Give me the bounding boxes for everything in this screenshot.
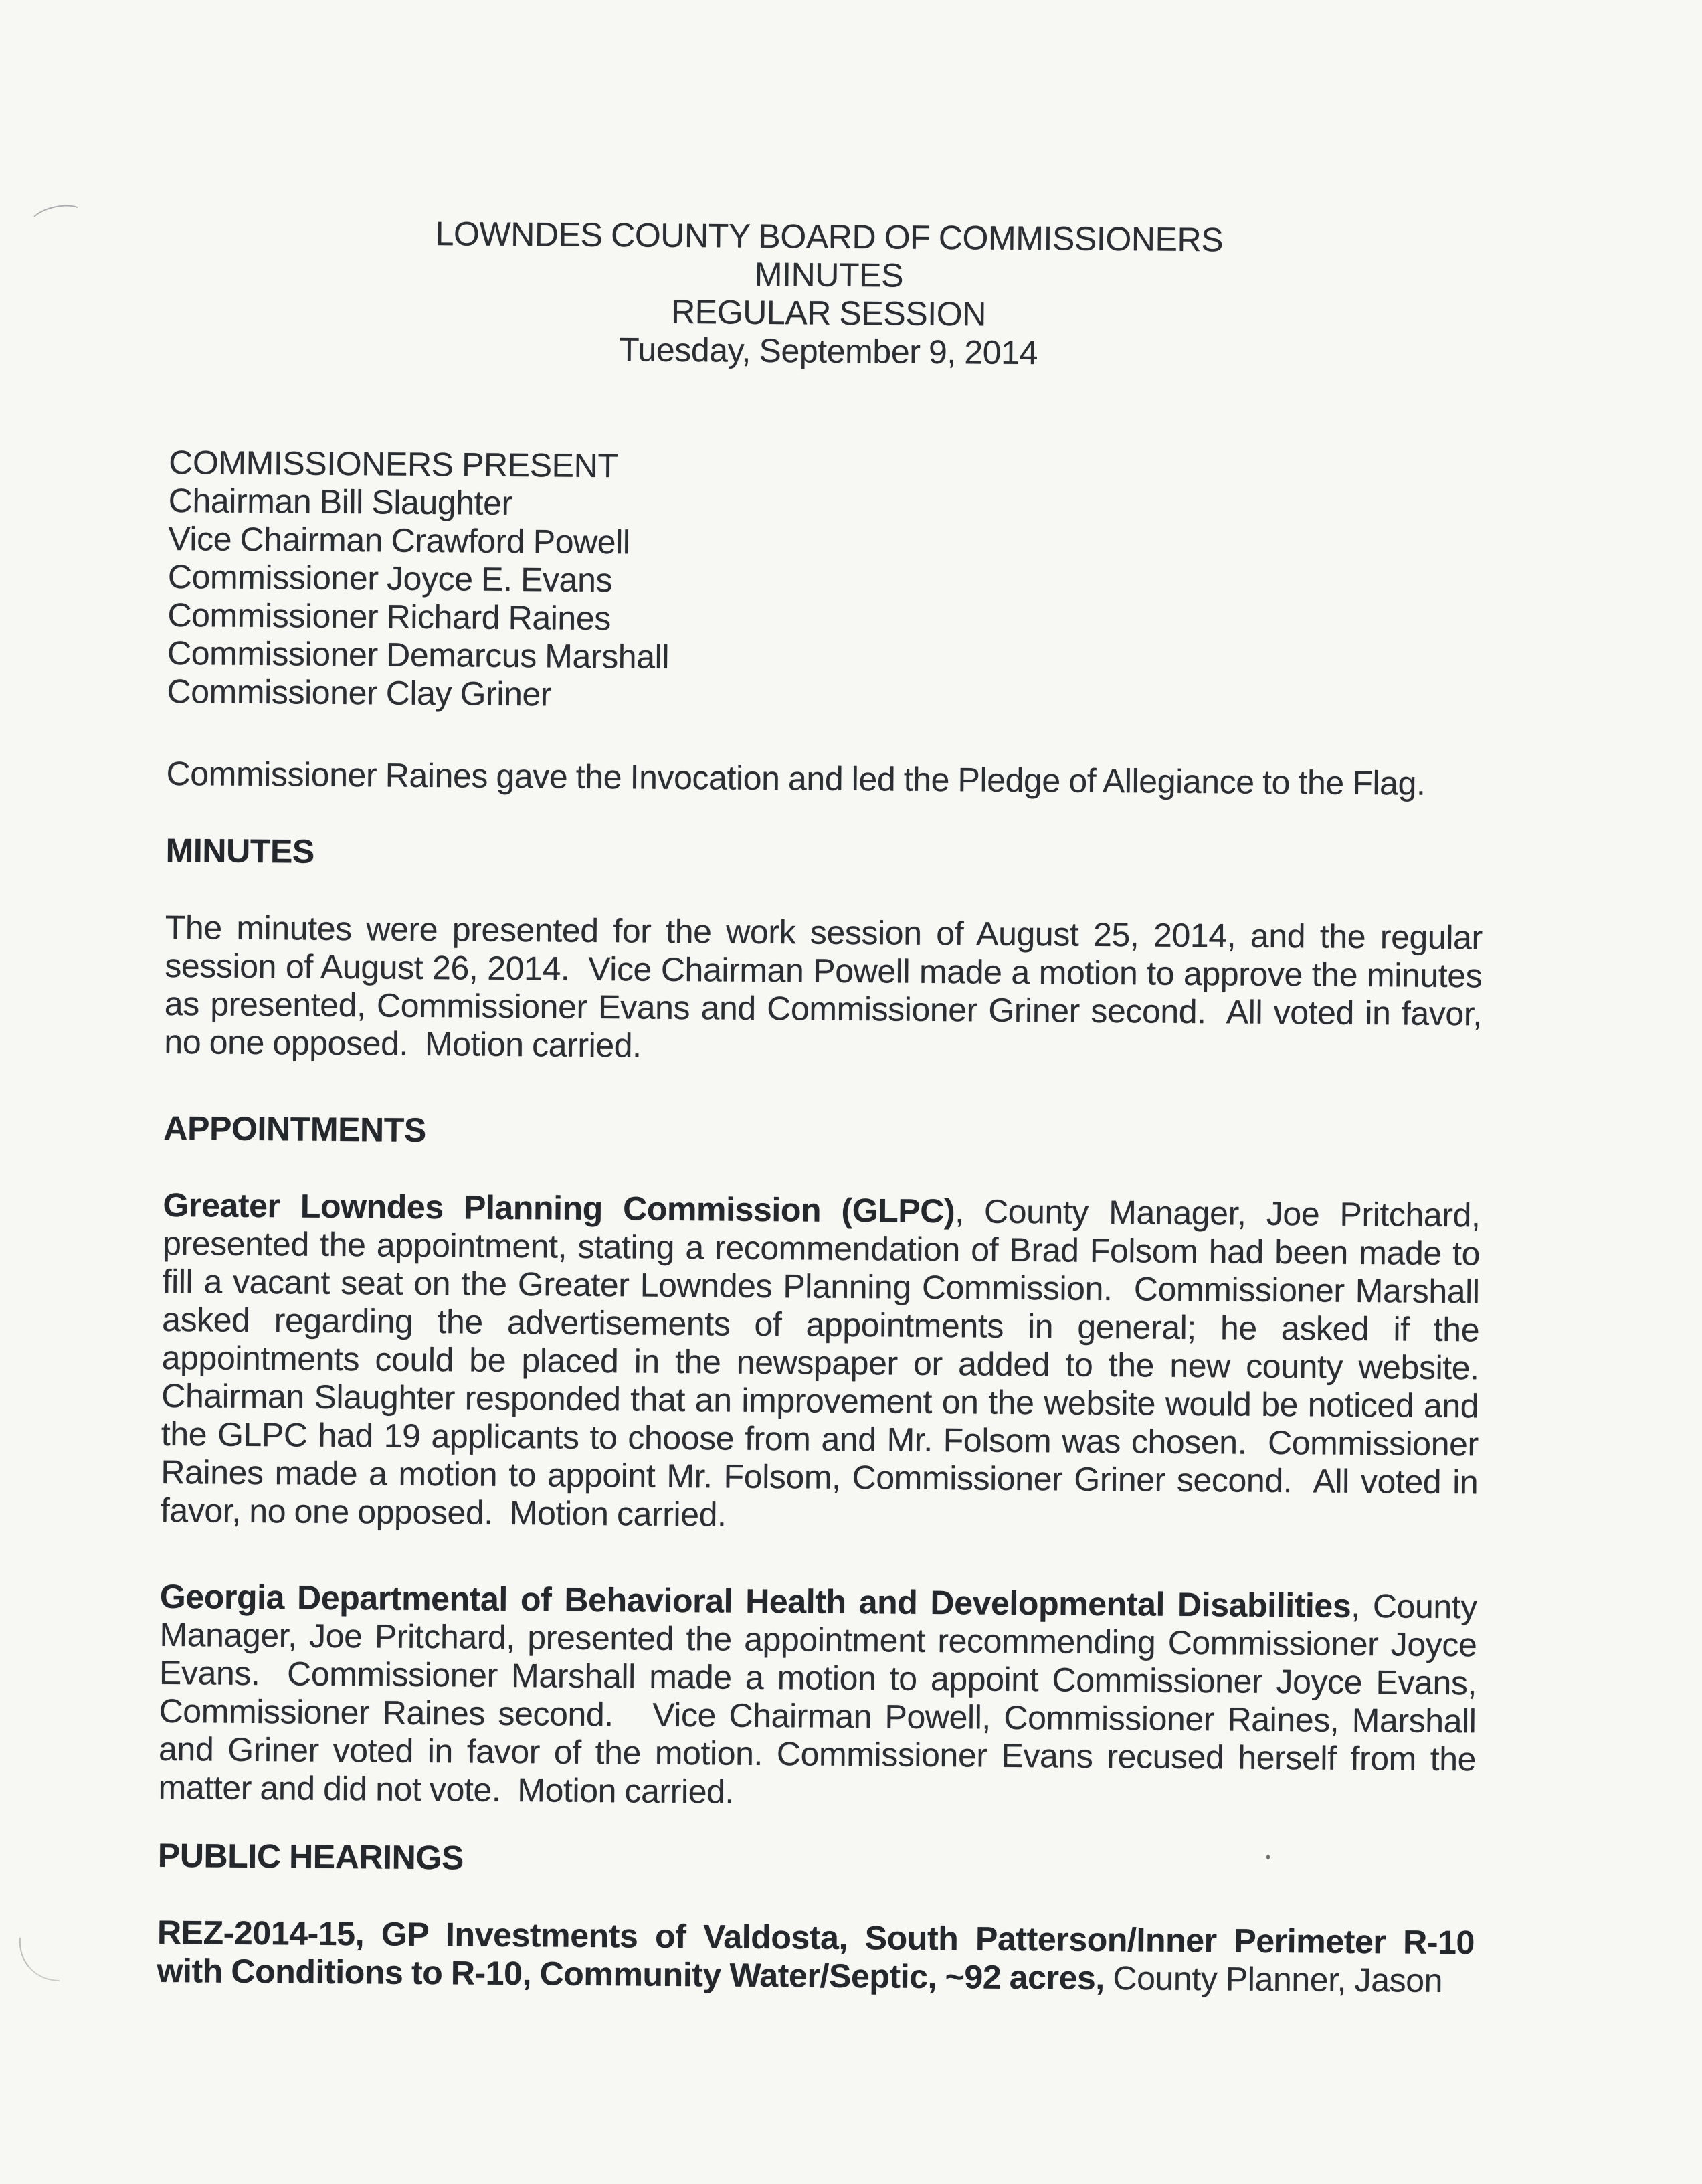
appointment-glpc-paragraph [160,1186,1496,1540]
rez-lead: REZ-2014-15, GP Investments of Valdosta, South Patterson/Inner Perimeter R-10 with Conditions to R-10, Community Water/Septic, ~92 acres, [157,1913,1483,1997]
attendee-griner: Commissioner Clay Griner [167,672,552,713]
attendance-heading: COMMISSIONERS PRESENT [169,443,618,485]
section-heading-public-hearings: PUBLIC HEARINGS [157,1836,464,1877]
title-line-minutes: MINUTES [754,255,904,294]
document-title-block [169,213,1488,375]
attendee-raines: Commissioner Richard Raines [167,596,611,638]
attendance-block [167,444,1486,721]
appointment-dbhdd-body: , County Manager, Joe Pritchard, presented the appointment recommending Commissioner Joyce Evans. Commissioner Marshall made a motion to appoint Commissioner Joyce Evans, Commissioner Raines second. Vice Chairman Powell, Commissioner Raines, Marshall and Griner voted in favor of the motion. Commissioner Evans recused herself from the matter and did not vote. Motion carried. [158,1586,1486,1811]
appointment-glpc-body: , County Manager, Joe Pritchard, presented the appointment, stating a recommendation of Brad Folsom had been made to fill a vacant seat on the Greater Lowndes Planning Commission. Commissioner Marshall asked regarding the advertisements of appointments in general; he asked if the appointments could be placed in the newspaper or added to the new county website. Chairman Slaughter responded that an improvement on the website would be noticed and the GLPC had 19 applicants to choose from and Mr. Folsom was chosen. Commissioner Raines made a motion to appoint Mr. Folsom, Commissioner Griner second. All voted in favor, no one opposed. Motion carried. [160,1192,1496,1534]
attendee-chairman: Chairman Bill Slaughter [168,481,513,523]
title-line-date: Tuesday, September 9, 2014 [618,331,1038,372]
attendee-vice-chairman: Vice Chairman Crawford Powell [168,519,630,561]
invocation-paragraph: Commissioner Raines gave the Invocation and led the Pledge of Allegiance to the Flag. [166,754,1426,802]
section-heading-minutes: MINUTES [165,831,315,871]
title-line-session: REGULAR SESSION [670,292,987,333]
title-line-board: LOWNDES COUNTY BOARD OF COMMISSIONERS [435,215,1224,259]
rez-paragraph [157,1913,1483,2000]
appointment-dbhdd-paragraph [158,1577,1486,1817]
rez-body: County Planner, Jason [1104,1959,1443,2000]
attendee-evans: Commissioner Joyce E. Evans [167,557,613,600]
minutes-paragraph: The minutes were presented for the work session of August 25, 2014, and the regular session of August 26, 2014. Vice Chairman Powell made a motion to approve the minutes as presented, Commissioner Evans and Commissioner Griner second. All voted in favor, no one opposed. Motion carried. [164,908,1491,1065]
appointment-glpc-lead: Greater Lowndes Planning Commission (GLPC) [163,1186,955,1231]
appointment-dbhdd-lead: Georgia Departmental of Behavioral Health and Developmental Disabilities [159,1577,1351,1625]
attendee-marshall: Commissioner Demarcus Marshall [167,634,670,676]
section-heading-appointments: APPOINTMENTS [163,1109,427,1150]
